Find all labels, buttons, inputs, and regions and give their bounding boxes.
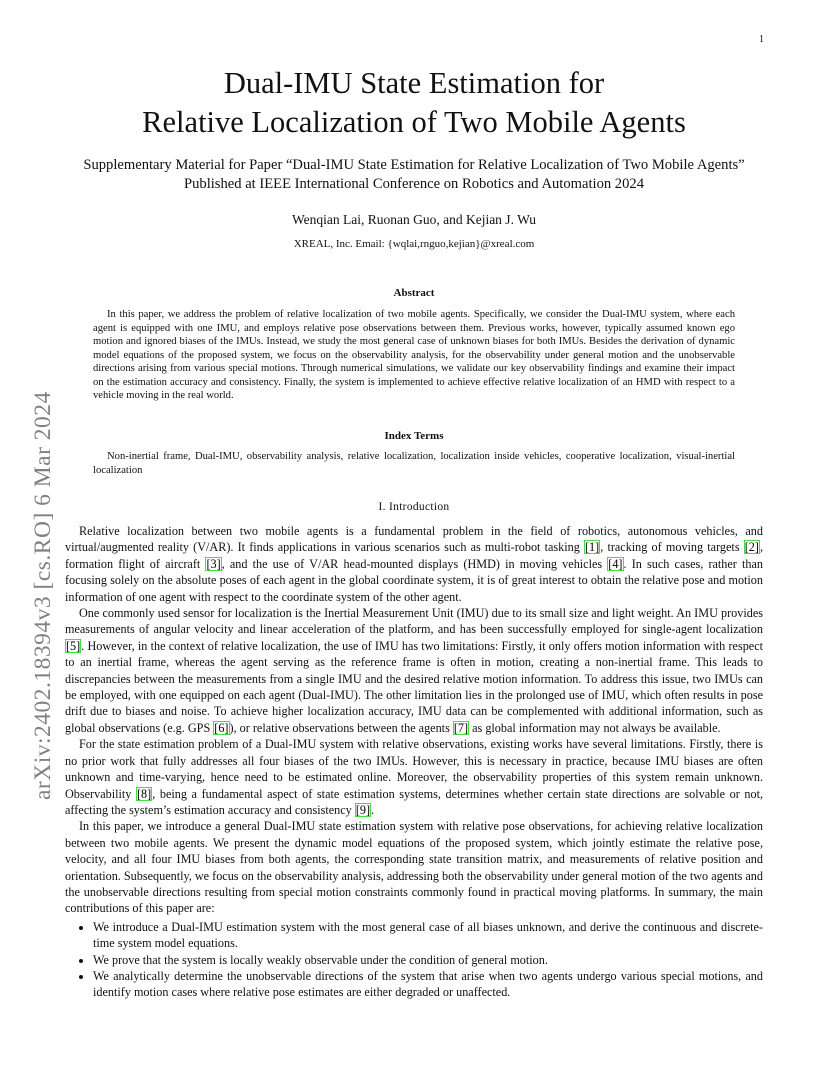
citation-link[interactable]: [7] — [453, 720, 469, 735]
list-item: • We prove that the system is locally weakly observable under the condition of general motion. — [93, 952, 763, 968]
affiliation: XREAL, Inc. Email: {wqlai,rnguo,kejian}@xreal.com — [293, 238, 535, 250]
index-terms-text: Non-inertial frame, Dual-IMU, observability analysis, relative localization, localization inside vehicles, cooperative localization, visual-inertial localization — [93, 451, 735, 476]
citation-link[interactable]: [1] — [585, 540, 600, 555]
text-run: Relative localization between two mobile agents is a fundamental problem in the field of robotics, autonomous vehicles, and virtual/augmented reality (V/AR). It finds applications in various scenarios such as multi-robot tasking — [65, 524, 763, 555]
citation-link[interactable]: [5] — [66, 638, 81, 653]
introduction-section — [65, 501, 763, 1001]
authors: Wenqian Lai, Ruonan Guo, and Kejian J. Wu — [291, 212, 537, 227]
abstract — [93, 287, 735, 403]
paper-title — [65, 64, 763, 142]
text-run: as global information may not always be available. — [469, 720, 721, 735]
text-run: . However, in the context of relative localization, the use of IMU has two limitations: Firstly, it only offers motion information with respect to an inertial frame, whereas the agent serving as the reference frame is often in motion, creating a non-inertial frame. This leads to discrepancies between the measurements from a single IMU and the desired relative motion information. To address this issue, two IMUs can be employed, with one equipped on each agent (Dual-IMU). The other limitation lies in the prolonged use of IMU, which often results in pose drift due to biases and noise. To achieve higher localization accuracy, IMU data can be complemented with additional information, such as global observations (e.g. GPS — [65, 638, 763, 735]
intro-paragraph-3 — [65, 736, 763, 818]
abstract-heading: Abstract — [393, 287, 435, 299]
text-run: , formation flight of aircraft — [65, 540, 763, 571]
text-run: , tracking of moving targets — [600, 540, 744, 555]
arxiv-stamp: arXiv:2402.18394v3 [cs.RO] 6 Mar 2024 — [30, 391, 56, 800]
index-terms — [93, 430, 735, 477]
text-run: For the state estimation problem of a Dual-IMU system with relative observations, existing works have several limitations. Firstly, there is no prior work that fully addresses all four biases of the two IMUs. However, this is necessary in practice, because IMU biases are often unknown and time-varying, hence need to be estimated online. Moreover, the observability properties of this system remain unknown. Observability — [65, 737, 763, 801]
citation-link[interactable]: [3] — [206, 556, 221, 571]
text-run: . In such cases, rather than focusing solely on the absolute poses of each agent in the global coordinate system, it is of great interest to obtain the relative pose and motion information of one agent with respect to the coordinate system of the other agent. — [65, 556, 763, 604]
text-run: One commonly used sensor for localization is the Inertial Measurement Unit (IMU) due to its small size and light weight. An IMU provides measurements of angular velocity and linear acceleration of the platform, and has been successfully employed for single-agent localization — [65, 606, 763, 637]
citation-link[interactable]: [4] — [608, 556, 623, 571]
list-item: • We introduce a Dual-IMU estimation system with the most general case of all biases unknown, and derive the continuous and discrete-time system model equations. — [93, 919, 763, 952]
index-terms-heading: Index Terms — [384, 430, 444, 442]
citation-link[interactable]: [6] — [214, 720, 229, 735]
text-run: ), or relative observations between the agents — [229, 720, 453, 735]
citation-link[interactable]: [8] — [136, 786, 152, 801]
text-run: , and the use of V/AR head-mounted displays (HMD) in moving vehicles — [221, 556, 608, 571]
intro-paragraph-2 — [65, 605, 763, 736]
title-line-1: Dual-IMU State Estimation for — [223, 66, 605, 100]
introduction-heading-text: I. Introduction — [378, 501, 450, 513]
title-line-2: Relative Localization of Two Mobile Agents — [142, 105, 686, 139]
list-item: • We analytically determine the unobservable directions of the system that arise when two agents undergo various special motions, and identify motion cases where relative pose estimates are either degraded or unaffected. — [93, 968, 763, 1001]
paper-subtitle: Supplementary Material for Paper “Dual-IMU State Estimation for Relative Localization of Two Mobile Agents” Published at IEEE International Conference on Robotics and Automation 2024 — [83, 157, 745, 192]
contributions-list — [65, 919, 763, 1001]
intro-paragraph-1 — [65, 523, 763, 605]
text-run: . — [371, 802, 375, 817]
title-block — [65, 64, 763, 250]
introduction-heading — [65, 501, 763, 513]
citation-link[interactable]: [2] — [744, 540, 759, 555]
intro-paragraph-4: In this paper, we introduce a general Dual-IMU state estimation system with relative pose observations, for achieving relative localization between two mobile agents. We present the dynamic model equations of the proposed system, which jointly estimate the relative pose, velocity, and all four IMU biases from both agents, the corresponding state transition matrix, and measurements of relative position and orientation. Subsequently, we focus on the observability analysis, addressing both the observability under general motion of the two agents and the unobservable directions resulting from special motion constraints commonly found in practical moving platforms. In summary, the main contributions of this paper are: — [65, 819, 763, 916]
page-number: 1 — [759, 34, 764, 45]
citation-link[interactable]: [9] — [355, 802, 371, 817]
text-run: , being a fundamental aspect of state estimation systems, determines whether certain state directions are solvable or not, affecting the system’s estimation accuracy and consistency — [65, 786, 763, 817]
abstract-text: In this paper, we address the problem of relative localization of two mobile agents. Specifically, we consider the Dual-IMU system, where each agent is equipped with one IMU, and employs relative pose observations between them. Previous works, however, typically assumed known ego motion and ignored biases of the IMUs. Instead, we study the most general case of unknown biases for both IMUs. Besides the derivation of dynamic model equations of the proposed system, we focus on the observability analysis, for the observability under general motion and the unobservable directions arising from various special motions. Through numerical simulations, we validate our key observability findings and examine their impact on the estimation accuracy and consistency. Finally, the system is implemented to achieve effective relative localization of an HMD with respect to a vehicle moving in the real world. — [93, 309, 735, 402]
